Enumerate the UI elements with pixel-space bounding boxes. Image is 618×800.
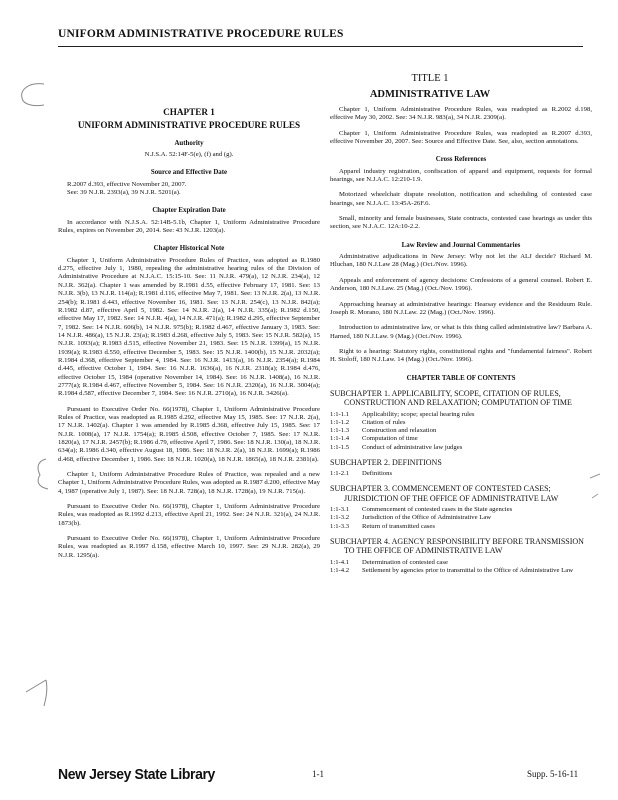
law-review-heading: Law Review and Journal Commentaries <box>401 241 521 249</box>
subchapter-title: SUBCHAPTER 2. DEFINITIONS <box>330 457 442 467</box>
toc-entry[interactable] <box>330 470 592 478</box>
subchapter-title: SUBCHAPTER 4. AGENCY RESPONSIBILITY BEFORE TRANSMISSION TO THE OFFICE OF ADMINISTRATIVE LAW <box>330 536 584 556</box>
section-title: Computation of time <box>362 435 418 443</box>
section-number: 1:1-1.3 <box>330 427 350 435</box>
section-number: 1:1-1.4 <box>330 435 350 443</box>
section-number: 1:1-1.2 <box>330 418 350 426</box>
section-title: Jurisdiction of the Office of Administrative Law <box>362 514 492 522</box>
section-number: 1:1-4.2 <box>330 566 350 574</box>
header-rule <box>58 46 583 47</box>
title-name: ADMINISTRATIVE LAW <box>369 89 491 100</box>
source-line: See: 39 N.J.R. 2393(a), 39 N.J.R. 5201(a). <box>67 189 181 197</box>
history-paragraph: Chapter 1, Uniform Administrative Procedure Rules, was readopted as R.2007 d.393, effective November 20, 2007. See: Source and Effective Date. See, also, section annotations. <box>330 129 592 146</box>
section-title: Definitions <box>362 470 393 478</box>
left-column <box>58 108 320 567</box>
history-paragraph: Pursuant to Executive Order No. 66(1978), Chapter 1, Uniform Administrative Procedure Rules, was readopted as R.1997 d.158, effective March 10, 1997. See: 29 N.J.R. 282(a), 29 N.J.R. 1295(a). <box>58 535 320 559</box>
section-number: 1:1-2.1 <box>330 470 350 478</box>
toc-entry[interactable] <box>330 419 592 427</box>
subchapter <box>330 389 592 452</box>
supplement-date: Supp. 5-16-11 <box>527 769 579 779</box>
law-review-entry: Administrative adjudications in New Jersey: Why not let the ALJ decide? Richard M. Hluchan, 180 N.J.Law 28 (Mag.) (Oct./Nov. 1996). <box>330 253 592 269</box>
section-number: 1:1-3.1 <box>330 506 350 514</box>
history-paragraph: Pursuant to Executive Order No. 66(1978), Chapter 1, Uniform Administrative Procedure Rules of Practice, was readopted as R.1985 d.292, effective May 15, 1985. See: 17 N.J.R. 2(a), 17 N.J.R. 1402(a). Chapter 1 was amended by R.1985 d.368, effective July 15, 1985. See: 17 N.J.R. 1008(a), 17 N.J.R. 1754(a); R.1985 d.508, effective October 7, 1985. See: 17 N.J.R. 1820(a), 17 N.J.R. 2457(b); R.1986 d.79, effective April 7, 1986. See: 18 N.J.R. 130(a), 18 N.J.R. 634(a); R.1986 d.340, effective August 18, 1986. See: 18 N.J.R. 2(a), 18 N.J.R. 1699(a); R.1986 d.468, effective December 1, 1986. See: 18 N.J.R. 1020(a), 18 N.J.R. 1865(a), 18 N.J.R. 2381(a). <box>58 405 320 463</box>
toc-entry[interactable] <box>330 506 592 514</box>
toc-entry[interactable] <box>330 514 592 522</box>
cross-reference: Motorized wheelchair dispute resolution, notification and scheduling of contested case hearings, see N.J.A.C. 13:45A-26F.6. <box>330 191 592 207</box>
cross-reference: Apparel industry registration, confiscation of apparel and equipment, requests for formal hearings, see N.J.A.C. 12:210-1.9. <box>330 167 592 184</box>
law-review-entry: Right to a hearing: Statutory rights, constitutional rights and "fundamental fairness". Robert H. Stoloff, 180 N.J.Law. 14 (Mag.) (Oct./Nov. 1996). <box>330 347 592 364</box>
expiration-text: In accordance with N.J.S.A. 52:14B-5.1b, Chapter 1, Uniform Administrative Procedure Rules, expires on November 20, 2014. See: 43 N.J.R. 1203(a). <box>58 218 320 235</box>
subchapter-title: SUBCHAPTER 3. COMMENCEMENT OF CONTESTED CASES; JURISDICTION OF THE OFFICE OF ADMINISTRATIVE LAW <box>330 484 559 503</box>
section-number: 1:1-3.2 <box>330 514 350 522</box>
subchapter-title: SUBCHAPTER 1. APPLICABILITY, SCOPE, CITATION OF RULES, CONSTRUCTION AND RELAXATION; COMPUTATION OF TIME <box>330 388 572 408</box>
margin-bracket-mark <box>24 455 52 495</box>
section-title: Settlement by agencies prior to transmittal to the Office of Administrative Law <box>362 566 574 574</box>
source-line: R.2007 d.393, effective November 20, 2007. <box>67 180 187 188</box>
toc-entry[interactable] <box>330 444 592 452</box>
subchapter <box>330 537 592 575</box>
page-number: 1-1 <box>312 769 324 779</box>
right-column <box>330 106 592 575</box>
section-number: 1:1-3.3 <box>330 522 350 530</box>
subchapter <box>330 458 592 479</box>
margin-bracket-mark <box>18 672 52 710</box>
cross-references-heading: Cross References <box>435 156 487 164</box>
toc-heading: CHAPTER TABLE OF CONTENTS <box>406 374 516 382</box>
section-title: Construction and relaxation <box>362 427 437 435</box>
history-paragraph: Chapter 1, Uniform Administrative Procedure Rules of Practice, was adopted as R.1980 d.275, effective July 1, 1980, repealing the administrative hearing rules of the Division of Administrative Procedure at N.J.A.C. 15:15-10. See: 11 N.J.R. 479(a), 12 N.J.R. 234(a), 12 N.J.R. 362(a). Chapter 1 was amended by R.1981 d.55, effective February 17, 1981. See: 13 N.J.R. 3(b), 13 N.J.R. 114(a); R.1981 d.116, effective May 7, 1981. See: 13 N.J.R. 2(a), 13 N.J.R. 254(b); R.1981 d.443, effective November 16, 1981. See: 13 N.J.R. 254(c), 13 N.J.R. 842(a); R.1982 d.87, effective April 5, 1982. See: 14 N.J.R. 2(a), 14 N.J.R. 335(a); R.1982 d.150, effective May 17, 1982. See: 14 N.J.R. 4(a), 14 N.J.R. 471(a); R.1982 d.295, effective September 7, 1982. See: 14 N.J.R. 606(b), 14 N.J.R. 975(b); R.1982 d.467, effective January 3, 1983. See: 14 N.J.R. 486(a), 15 N.J.R. 23(a); R.1983 d.268, effective July 5, 1983. See: 15 N.J.R. 582(a), 15 N.J.R. 1093(a); R.1983 d.515, effective November 21, 1983. See: 15 N.J.R. 1399(a), 15 N.J.R. 1939(a); R.1983 d.550, effective December 5, 1983. See: 15 N.J.R. 1400(b), 15 N.J.R. 2032(a); R.1984 d.368, effective September 4, 1984. See: 16 N.J.R. 1413(a), 16 N.J.R. 2354(a); R.1984 d.445, effective October 1, 1984. See: 16 N.J.R. 1636(a), 16 N.J.R. 2318(a); R.1984 d.476, effective October 15, 1984 (operative November 14, 1984). See: 16 N.J.R. 1408(a), 16 N.J.R. 2777(a); R.1984 d.467, effective November 5, 1984. See: 16 N.J.R. 2320(a), 16 N.J.R. 3004(a); R.1984 d.587, effective December 7, 1984. See: 16 N.J.R. 2710(a), 16 N.J.R. 3426(a). <box>58 256 320 398</box>
law-review-entry: Approaching hearsay at administrative hearings: Hearsay evidence and the Residuum Rule. Joseph R. Morano, 180 N.J.Law. 22 (Mag.) (Oct./Nov. 1996). <box>330 300 592 316</box>
section-number: 1:1-1.5 <box>330 443 350 451</box>
subchapter <box>330 484 592 530</box>
toc-entry[interactable] <box>330 523 592 531</box>
section-number: 1:1-1.1 <box>330 410 350 418</box>
running-head: UNIFORM ADMINISTRATIVE PROCEDURE RULES <box>58 28 344 40</box>
section-title: Commencement of contested cases in the State agencies <box>362 506 513 514</box>
history-paragraph: Pursuant to Executive Order No. 66(1978), Chapter 1, Uniform Administrative Procedure Rules, was readopted as R.1992 d.213, effective April 21, 1992. See: 24 N.J.R. 321(a), 24 N.J.R. 1873(b). <box>58 503 320 527</box>
chapter-name: UNIFORM ADMINISTRATIVE PROCEDURE RULES <box>77 120 301 131</box>
section-title: Determination of contested case <box>362 558 448 566</box>
expiration-heading: Chapter Expiration Date <box>152 207 226 215</box>
margin-bracket-mark <box>14 80 50 110</box>
authority-heading: Authority <box>174 139 204 147</box>
toc-entry[interactable] <box>330 567 592 575</box>
history-paragraph: Chapter 1, Uniform Administrative Procedure Rules of Practice, was repealed and a new Chapter 1, Uniform Administrative Procedure Rules, was adopted as R.1987 d.200, effective May 4, 1987 (operative July 1, 1987). See: 18 N.J.R. 728(a), 18 N.J.R. 1728(a), 19 N.J.R. 715(a). <box>58 471 320 495</box>
section-title: Citation of rules <box>362 418 406 426</box>
section-title: Applicability; scope; special hearing rules <box>362 410 475 418</box>
toc-entry[interactable] <box>330 435 592 443</box>
history-heading: Chapter Historical Note <box>153 245 225 253</box>
history-paragraph: Chapter 1, Uniform Administrative Procedure Rules, was readopted as R.2002 d.198, effective May 30, 2002. See: 34 N.J.R. 983(a), 34 N.J.R. 2309(a). <box>330 106 592 122</box>
cross-reference: Small, minority and female businesses, State contracts, contested case hearings as under this section, see N.J.A.C. 12A:10-2.2. <box>330 215 592 231</box>
law-review-entry: Introduction to administrative law, or what is this thing called administrative law? Barbara A. Harned, 180 N.J.Law. 9 (Mag.) (Oct./Nov. 1996). <box>330 324 592 340</box>
toc-entry[interactable] <box>330 427 592 435</box>
toc-entry[interactable] <box>330 559 592 567</box>
title-number: TITLE 1 <box>411 73 449 84</box>
margin-tick-mark <box>586 470 606 510</box>
section-title: Conduct of administrative law judges <box>362 443 463 451</box>
toc-entry[interactable] <box>330 411 592 419</box>
law-review-entry: Appeals and enforcement of agency decisions: Confessions of a general counsel. Robert E. Anderson, 180 N.J.Law. 25 (Mag.) (Oct./Nov. 1996). <box>330 276 592 293</box>
section-title: Return of transmitted cases <box>362 522 435 530</box>
authority-text: N.J.S.A. 52:14F-5(e), (f) and (g). <box>144 151 234 159</box>
section-number: 1:1-4.1 <box>330 558 350 566</box>
source-heading: Source and Effective Date <box>150 169 228 177</box>
library-stamp: New Jersey State Library <box>58 765 215 783</box>
chapter-number: CHAPTER 1 <box>163 107 215 117</box>
